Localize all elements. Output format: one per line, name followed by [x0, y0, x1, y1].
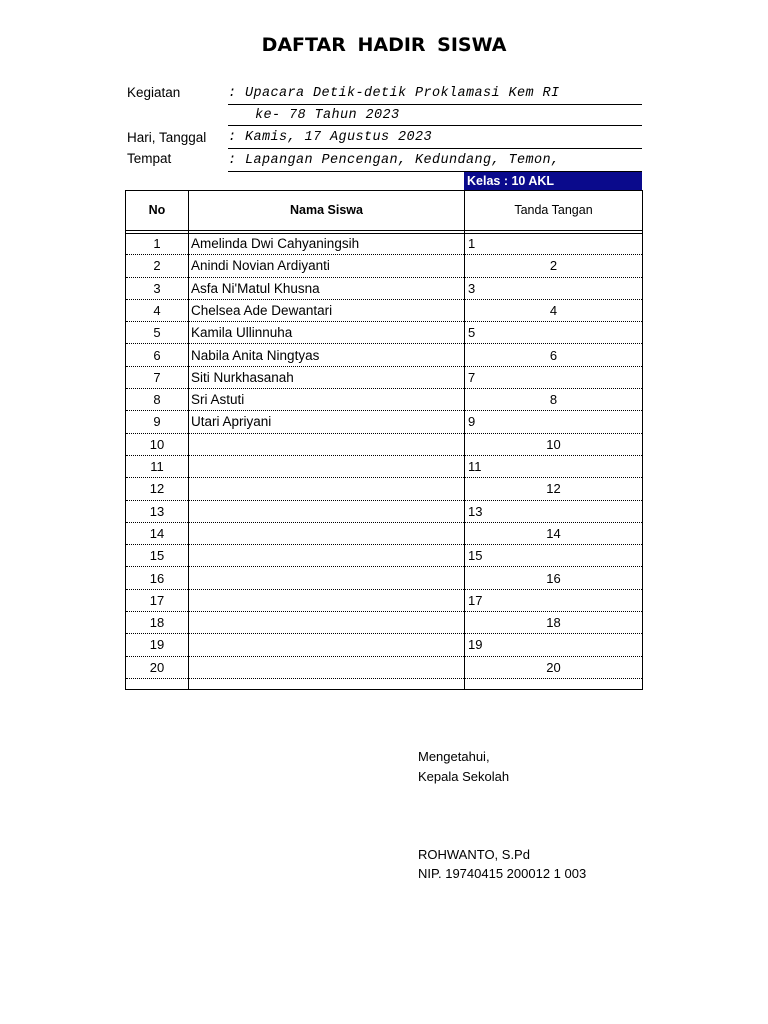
- table-row: [126, 478, 642, 500]
- tempat-value: : Lapangan Pencengan, Kedundang, Temon,: [228, 150, 642, 172]
- row-number: 17: [149, 592, 165, 608]
- row-number: 7: [153, 369, 161, 385]
- table-row: [126, 634, 642, 656]
- signature-slot: 15: [468, 548, 483, 564]
- student-name: Amelinda Dwi Cahyaningsih: [191, 236, 360, 251]
- signature-slot: 8: [549, 392, 558, 408]
- table-row: [126, 278, 642, 300]
- row-number: 1: [153, 236, 161, 251]
- signature-jabatan: Kepala Sekolah: [418, 769, 510, 784]
- table-row: [126, 300, 642, 322]
- student-name: Nabila Anita Ningtyas: [191, 347, 320, 363]
- row-number: 3: [153, 280, 161, 296]
- signature-slot: 9: [468, 414, 476, 430]
- row-number: 19: [149, 637, 165, 653]
- signature-slot: 3: [468, 280, 476, 296]
- table-row: [126, 345, 642, 367]
- row-number: 5: [153, 325, 161, 341]
- table-row: [126, 233, 642, 255]
- table-row: [126, 657, 642, 679]
- hari-tanggal-value: : Kamis, 17 Agustus 2023: [228, 127, 642, 149]
- row-number: 20: [149, 659, 165, 675]
- table-row: [126, 456, 642, 478]
- table-row: [126, 568, 642, 590]
- row-number: 6: [153, 347, 161, 363]
- table-row: [126, 434, 642, 456]
- signature-slot: 6: [549, 347, 558, 363]
- row-number: 11: [150, 459, 164, 474]
- signature-slot: 1: [468, 236, 476, 251]
- student-name: Anindi Novian Ardiyanti: [191, 258, 330, 274]
- table-row: [126, 322, 642, 344]
- signature-slot: 5: [468, 325, 476, 341]
- header-no: No: [148, 203, 166, 217]
- row-number: 10: [149, 436, 165, 452]
- signature-mengetahui: Mengetahui,: [418, 749, 490, 764]
- signature-slot: 20: [546, 659, 561, 675]
- signature-slot: 19: [468, 637, 483, 653]
- table-row: [126, 367, 642, 389]
- table-header: [126, 191, 642, 231]
- table-row: [126, 612, 642, 634]
- row-number: 4: [153, 302, 161, 318]
- table-row: [126, 545, 642, 567]
- kelas-badge: Kelas : 10 AKL: [464, 172, 642, 190]
- table-row: [126, 411, 642, 433]
- kegiatan-label: Kegiatan: [127, 85, 181, 100]
- signature-slot: 7: [468, 369, 476, 385]
- student-name: Siti Nurkhasanah: [191, 369, 294, 385]
- signature-slot: 4: [549, 302, 558, 318]
- header-nama-siswa: Nama Siswa: [290, 203, 363, 217]
- signature-nama: ROHWANTO, S.Pd: [418, 847, 530, 862]
- document-title: DAFTAR HADIR SISWA: [261, 34, 507, 56]
- row-number: 2: [153, 258, 161, 274]
- row-number: 18: [149, 615, 165, 631]
- signature-slot: 13: [468, 503, 483, 519]
- signature-nip: NIP. 19740415 200012 1 003: [418, 866, 587, 881]
- hari-tanggal-label: Hari, Tanggal: [127, 130, 207, 145]
- row-number: 9: [153, 414, 161, 430]
- signature-slot: 18: [546, 615, 561, 631]
- signature-slot: 11: [468, 459, 482, 474]
- student-name: Kamila Ullinnuha: [191, 325, 293, 341]
- student-name: Asfa Ni'Matul Khusna: [191, 280, 320, 296]
- signature-slot: 14: [546, 525, 561, 541]
- signature-slot: 2: [549, 258, 558, 274]
- row-number: 12: [149, 481, 165, 497]
- row-number: 16: [149, 570, 165, 586]
- table-row: [126, 255, 642, 277]
- student-name: Sri Astuti: [191, 392, 245, 408]
- row-number: 8: [153, 392, 161, 408]
- kegiatan-value-line1: : Upacara Detik-detik Proklamasi Kem RI: [228, 83, 642, 105]
- table-row: [126, 523, 642, 545]
- row-number: 15: [149, 548, 165, 564]
- student-name: Chelsea Ade Dewantari: [191, 302, 333, 318]
- table-row: [126, 501, 642, 523]
- row-number: 14: [149, 525, 165, 541]
- attendance-table: [125, 190, 643, 690]
- row-number: 13: [149, 503, 165, 519]
- table-row: [126, 389, 642, 411]
- signature-slot: 10: [546, 436, 561, 452]
- student-name: Utari Apriyani: [191, 414, 272, 430]
- table-row: [126, 590, 642, 612]
- kegiatan-value-line2: ke- 78 Tahun 2023: [228, 105, 642, 126]
- signature-slot: 12: [546, 481, 561, 497]
- signature-slot: 16: [546, 570, 561, 586]
- header-tanda-tangan: Tanda Tangan: [514, 203, 593, 217]
- tempat-label: Tempat: [127, 151, 172, 166]
- signature-slot: 17: [468, 592, 483, 608]
